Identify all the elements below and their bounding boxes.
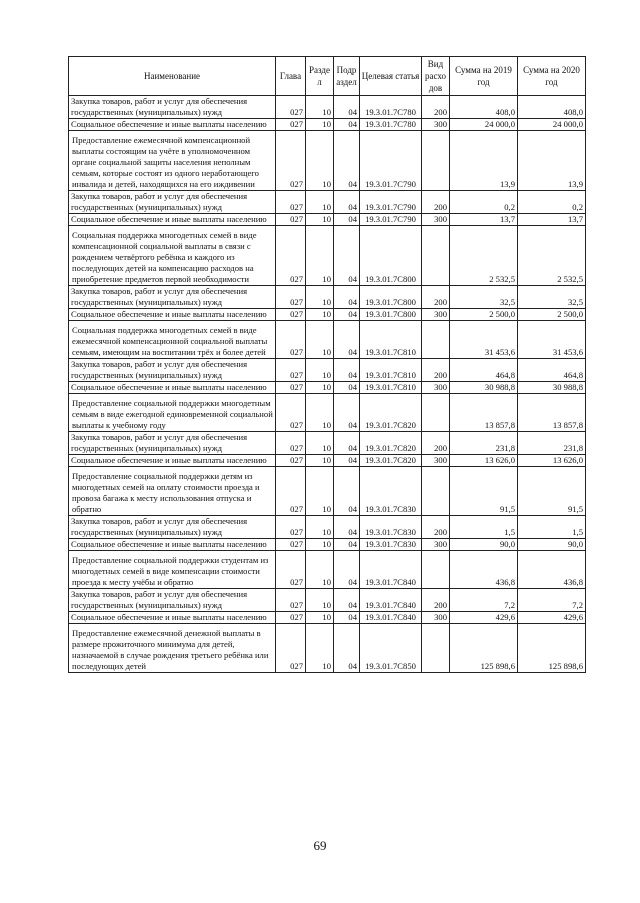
row-sum-2019: 30 988,8 bbox=[450, 382, 518, 394]
row-target: 19.3.01.7С810 bbox=[360, 321, 422, 359]
table-row bbox=[69, 309, 586, 321]
row-subsection: 04 bbox=[334, 309, 360, 321]
row-chapter: 027 bbox=[276, 321, 306, 359]
row-sum-2019: 7,2 bbox=[450, 589, 518, 612]
row-name: Закупка товаров, работ и услуг для обеспечения государственных (муниципальных) нужд bbox=[69, 516, 276, 539]
row-name: Предоставление социальной поддержки детям из многодетных семей на оплату стоимости проезда и провоза багажа к месту использования отпуска и обратно bbox=[69, 467, 276, 516]
row-sum-2019: 408,0 bbox=[450, 96, 518, 119]
row-subsection: 04 bbox=[334, 119, 360, 131]
row-target: 19.3.01.7С800 bbox=[360, 226, 422, 286]
row-target: 19.3.01.7С800 bbox=[360, 309, 422, 321]
row-subsection: 04 bbox=[334, 191, 360, 214]
row-sum-2020: 32,5 bbox=[518, 286, 586, 309]
table-row bbox=[69, 382, 586, 394]
table-row bbox=[69, 539, 586, 551]
row-name: Закупка товаров, работ и услуг для обеспечения государственных (муниципальных) нужд bbox=[69, 191, 276, 214]
row-type: 300 bbox=[422, 612, 450, 624]
row-subsection: 04 bbox=[334, 382, 360, 394]
row-target: 19.3.01.7С780 bbox=[360, 96, 422, 119]
row-subsection: 04 bbox=[334, 467, 360, 516]
row-type: 200 bbox=[422, 516, 450, 539]
table-row bbox=[69, 96, 586, 119]
row-type: 200 bbox=[422, 589, 450, 612]
row-target: 19.3.01.7С820 bbox=[360, 394, 422, 432]
row-subsection: 04 bbox=[334, 551, 360, 589]
row-subsection: 04 bbox=[334, 589, 360, 612]
row-name: Предоставление социальной поддержки студентам из многодетных семей в виде компенсации стоимости проезда к месту учёбы и обратно bbox=[69, 551, 276, 589]
row-sum-2019: 1,5 bbox=[450, 516, 518, 539]
row-target: 19.3.01.7С780 bbox=[360, 119, 422, 131]
table-row bbox=[69, 589, 586, 612]
header-sum-2020: Сумма на 2020 год bbox=[518, 57, 586, 96]
row-sum-2020: 231,8 bbox=[518, 432, 586, 455]
row-sum-2020: 91,5 bbox=[518, 467, 586, 516]
row-target: 19.3.01.7С840 bbox=[360, 551, 422, 589]
row-chapter: 027 bbox=[276, 455, 306, 467]
table-group-row bbox=[69, 131, 586, 191]
row-type: 200 bbox=[422, 432, 450, 455]
table-row bbox=[69, 359, 586, 382]
row-sum-2020: 125 898,6 bbox=[518, 624, 586, 673]
row-sum-2019: 2 532,5 bbox=[450, 226, 518, 286]
row-subsection: 04 bbox=[334, 96, 360, 119]
row-section: 10 bbox=[306, 214, 334, 226]
row-sum-2019: 13,9 bbox=[450, 131, 518, 191]
table-row bbox=[69, 516, 586, 539]
row-sum-2020: 2 532,5 bbox=[518, 226, 586, 286]
row-section: 10 bbox=[306, 394, 334, 432]
row-sum-2020: 429,6 bbox=[518, 612, 586, 624]
row-sum-2019: 436,8 bbox=[450, 551, 518, 589]
row-chapter: 027 bbox=[276, 359, 306, 382]
row-name: Социальное обеспечение и иные выплаты населению bbox=[69, 214, 276, 226]
row-subsection: 04 bbox=[334, 539, 360, 551]
row-name: Предоставление ежемесячной компенсационной выплаты состоящим на учёте в уполномоченном органе социальной защиты населения неполным семьям, которые состоят из одного неработающего инвалида и детей, находящихся на его иждивении bbox=[69, 131, 276, 191]
row-type: 300 bbox=[422, 455, 450, 467]
row-section: 10 bbox=[306, 286, 334, 309]
row-section: 10 bbox=[306, 226, 334, 286]
row-sum-2020: 30 988,8 bbox=[518, 382, 586, 394]
budget-table bbox=[68, 56, 586, 673]
row-type: 200 bbox=[422, 359, 450, 382]
header-target: Целевая статья bbox=[360, 57, 422, 96]
row-sum-2020: 464,8 bbox=[518, 359, 586, 382]
row-sum-2019: 90,0 bbox=[450, 539, 518, 551]
table-row bbox=[69, 286, 586, 309]
row-name: Закупка товаров, работ и услуг для обеспечения государственных (муниципальных) нужд bbox=[69, 286, 276, 309]
row-target: 19.3.01.7С810 bbox=[360, 382, 422, 394]
row-type bbox=[422, 394, 450, 432]
row-name: Социальное обеспечение и иные выплаты населению bbox=[69, 612, 276, 624]
row-target: 19.3.01.7С840 bbox=[360, 612, 422, 624]
row-target: 19.3.01.7С820 bbox=[360, 455, 422, 467]
row-sum-2019: 231,8 bbox=[450, 432, 518, 455]
row-type: 200 bbox=[422, 286, 450, 309]
row-chapter: 027 bbox=[276, 432, 306, 455]
row-subsection: 04 bbox=[334, 226, 360, 286]
row-sum-2019: 125 898,6 bbox=[450, 624, 518, 673]
row-sum-2020: 31 453,6 bbox=[518, 321, 586, 359]
row-section: 10 bbox=[306, 309, 334, 321]
row-name: Закупка товаров, работ и услуг для обеспечения государственных (муниципальных) нужд bbox=[69, 589, 276, 612]
row-section: 10 bbox=[306, 359, 334, 382]
row-type: 200 bbox=[422, 191, 450, 214]
row-chapter: 027 bbox=[276, 119, 306, 131]
row-sum-2019: 91,5 bbox=[450, 467, 518, 516]
row-type bbox=[422, 624, 450, 673]
row-sum-2019: 464,8 bbox=[450, 359, 518, 382]
page-number: 69 bbox=[313, 838, 327, 853]
row-name: Социальное обеспечение и иные выплаты населению bbox=[69, 455, 276, 467]
row-sum-2020: 1,5 bbox=[518, 516, 586, 539]
row-target: 19.3.01.7С830 bbox=[360, 516, 422, 539]
row-subsection: 04 bbox=[334, 516, 360, 539]
row-subsection: 04 bbox=[334, 131, 360, 191]
table-body bbox=[69, 96, 586, 673]
table-row bbox=[69, 432, 586, 455]
row-type bbox=[422, 226, 450, 286]
row-target: 19.3.01.7С790 bbox=[360, 214, 422, 226]
row-sum-2019: 2 500,0 bbox=[450, 309, 518, 321]
row-chapter: 027 bbox=[276, 191, 306, 214]
row-name: Социальное обеспечение и иные выплаты населению bbox=[69, 119, 276, 131]
row-section: 10 bbox=[306, 131, 334, 191]
row-sum-2020: 13,9 bbox=[518, 131, 586, 191]
row-subsection: 04 bbox=[334, 359, 360, 382]
header-type: Вид расхо дов bbox=[422, 57, 450, 96]
table-row bbox=[69, 191, 586, 214]
row-sum-2020: 24 000,0 bbox=[518, 119, 586, 131]
row-section: 10 bbox=[306, 467, 334, 516]
row-chapter: 027 bbox=[276, 131, 306, 191]
row-name: Социальное обеспечение и иные выплаты населению bbox=[69, 539, 276, 551]
row-type: 300 bbox=[422, 214, 450, 226]
row-target: 19.3.01.7С790 bbox=[360, 191, 422, 214]
row-type bbox=[422, 467, 450, 516]
row-section: 10 bbox=[306, 551, 334, 589]
row-name: Предоставление ежемесячной денежной выплаты в размере прожиточного минимума для детей, назначаемой в случае рождения третьего ребёнка или последующих детей bbox=[69, 624, 276, 673]
table-group-row bbox=[69, 394, 586, 432]
row-type: 300 bbox=[422, 382, 450, 394]
row-section: 10 bbox=[306, 96, 334, 119]
row-sum-2019: 429,6 bbox=[450, 612, 518, 624]
row-chapter: 027 bbox=[276, 624, 306, 673]
row-section: 10 bbox=[306, 539, 334, 551]
table-group-row bbox=[69, 226, 586, 286]
row-name: Социальное обеспечение и иные выплаты населению bbox=[69, 309, 276, 321]
row-target: 19.3.01.7С850 bbox=[360, 624, 422, 673]
row-sum-2020: 436,8 bbox=[518, 551, 586, 589]
row-name: Социальная поддержка многодетных семей в виде ежемесячной компенсационной социальной выплаты семьям, имеющим на воспитании трёх и более детей bbox=[69, 321, 276, 359]
row-subsection: 04 bbox=[334, 394, 360, 432]
table-group-row bbox=[69, 467, 586, 516]
row-sum-2020: 13,7 bbox=[518, 214, 586, 226]
row-chapter: 027 bbox=[276, 612, 306, 624]
row-target: 19.3.01.7С830 bbox=[360, 467, 422, 516]
table-header-row bbox=[69, 57, 586, 96]
row-name: Социальная поддержка многодетных семей в виде компенсационной социальной выплаты в связи с рождением четвёртого ребёнка и каждого из последующих детей на компенсацию расходов на приобретение предметов первой необходимости bbox=[69, 226, 276, 286]
table-group-row bbox=[69, 551, 586, 589]
row-section: 10 bbox=[306, 321, 334, 359]
row-section: 10 bbox=[306, 624, 334, 673]
table-group-row bbox=[69, 624, 586, 673]
row-chapter: 027 bbox=[276, 96, 306, 119]
table-row bbox=[69, 119, 586, 131]
row-sum-2020: 2 500,0 bbox=[518, 309, 586, 321]
row-target: 19.3.01.7С840 bbox=[360, 589, 422, 612]
row-sum-2020: 13 857,8 bbox=[518, 394, 586, 432]
row-section: 10 bbox=[306, 455, 334, 467]
row-chapter: 027 bbox=[276, 516, 306, 539]
row-chapter: 027 bbox=[276, 226, 306, 286]
row-chapter: 027 bbox=[276, 467, 306, 516]
row-chapter: 027 bbox=[276, 382, 306, 394]
row-name: Предоставление социальной поддержки многодетным семьям в виде ежегодной единовременной социальной выплаты к учебному году bbox=[69, 394, 276, 432]
row-sum-2019: 13,7 bbox=[450, 214, 518, 226]
row-target: 19.3.01.7С830 bbox=[360, 539, 422, 551]
row-subsection: 04 bbox=[334, 321, 360, 359]
row-sum-2020: 7,2 bbox=[518, 589, 586, 612]
table-row bbox=[69, 455, 586, 467]
row-subsection: 04 bbox=[334, 432, 360, 455]
row-sum-2019: 13 626,0 bbox=[450, 455, 518, 467]
row-sum-2019: 13 857,8 bbox=[450, 394, 518, 432]
row-subsection: 04 bbox=[334, 624, 360, 673]
row-target: 19.3.01.7С810 bbox=[360, 359, 422, 382]
row-type bbox=[422, 131, 450, 191]
row-type: 300 bbox=[422, 309, 450, 321]
row-chapter: 027 bbox=[276, 539, 306, 551]
row-chapter: 027 bbox=[276, 551, 306, 589]
row-section: 10 bbox=[306, 191, 334, 214]
header-chapter: Глава bbox=[276, 57, 306, 96]
row-target: 19.3.01.7С820 bbox=[360, 432, 422, 455]
row-sum-2020: 408,0 bbox=[518, 96, 586, 119]
row-sum-2020: 90,0 bbox=[518, 539, 586, 551]
row-subsection: 04 bbox=[334, 286, 360, 309]
row-name: Закупка товаров, работ и услуг для обеспечения государственных (муниципальных) нужд bbox=[69, 96, 276, 119]
row-sum-2019: 0,2 bbox=[450, 191, 518, 214]
header-name: Наименование bbox=[69, 57, 276, 96]
row-section: 10 bbox=[306, 119, 334, 131]
row-section: 10 bbox=[306, 589, 334, 612]
row-section: 10 bbox=[306, 382, 334, 394]
row-type: 300 bbox=[422, 539, 450, 551]
table-group-row bbox=[69, 321, 586, 359]
row-section: 10 bbox=[306, 612, 334, 624]
row-type: 300 bbox=[422, 119, 450, 131]
header-subsection: Подр аздел bbox=[334, 57, 360, 96]
row-sum-2019: 24 000,0 bbox=[450, 119, 518, 131]
row-chapter: 027 bbox=[276, 286, 306, 309]
row-subsection: 04 bbox=[334, 612, 360, 624]
table-row bbox=[69, 612, 586, 624]
header-sum-2019: Сумма на 2019 год bbox=[450, 57, 518, 96]
row-name: Социальное обеспечение и иные выплаты населению bbox=[69, 382, 276, 394]
row-chapter: 027 bbox=[276, 394, 306, 432]
row-type: 200 bbox=[422, 96, 450, 119]
row-name: Закупка товаров, работ и услуг для обеспечения государственных (муниципальных) нужд bbox=[69, 432, 276, 455]
row-type bbox=[422, 551, 450, 589]
row-subsection: 04 bbox=[334, 455, 360, 467]
row-section: 10 bbox=[306, 432, 334, 455]
row-subsection: 04 bbox=[334, 214, 360, 226]
table-row bbox=[69, 214, 586, 226]
header-section: Разде л bbox=[306, 57, 334, 96]
row-sum-2019: 32,5 bbox=[450, 286, 518, 309]
row-sum-2020: 0,2 bbox=[518, 191, 586, 214]
row-type bbox=[422, 321, 450, 359]
row-target: 19.3.01.7С800 bbox=[360, 286, 422, 309]
row-target: 19.3.01.7С790 bbox=[360, 131, 422, 191]
row-name: Закупка товаров, работ и услуг для обеспечения государственных (муниципальных) нужд bbox=[69, 359, 276, 382]
row-chapter: 027 bbox=[276, 309, 306, 321]
row-sum-2020: 13 626,0 bbox=[518, 455, 586, 467]
row-chapter: 027 bbox=[276, 589, 306, 612]
row-chapter: 027 bbox=[276, 214, 306, 226]
row-section: 10 bbox=[306, 516, 334, 539]
row-sum-2019: 31 453,6 bbox=[450, 321, 518, 359]
